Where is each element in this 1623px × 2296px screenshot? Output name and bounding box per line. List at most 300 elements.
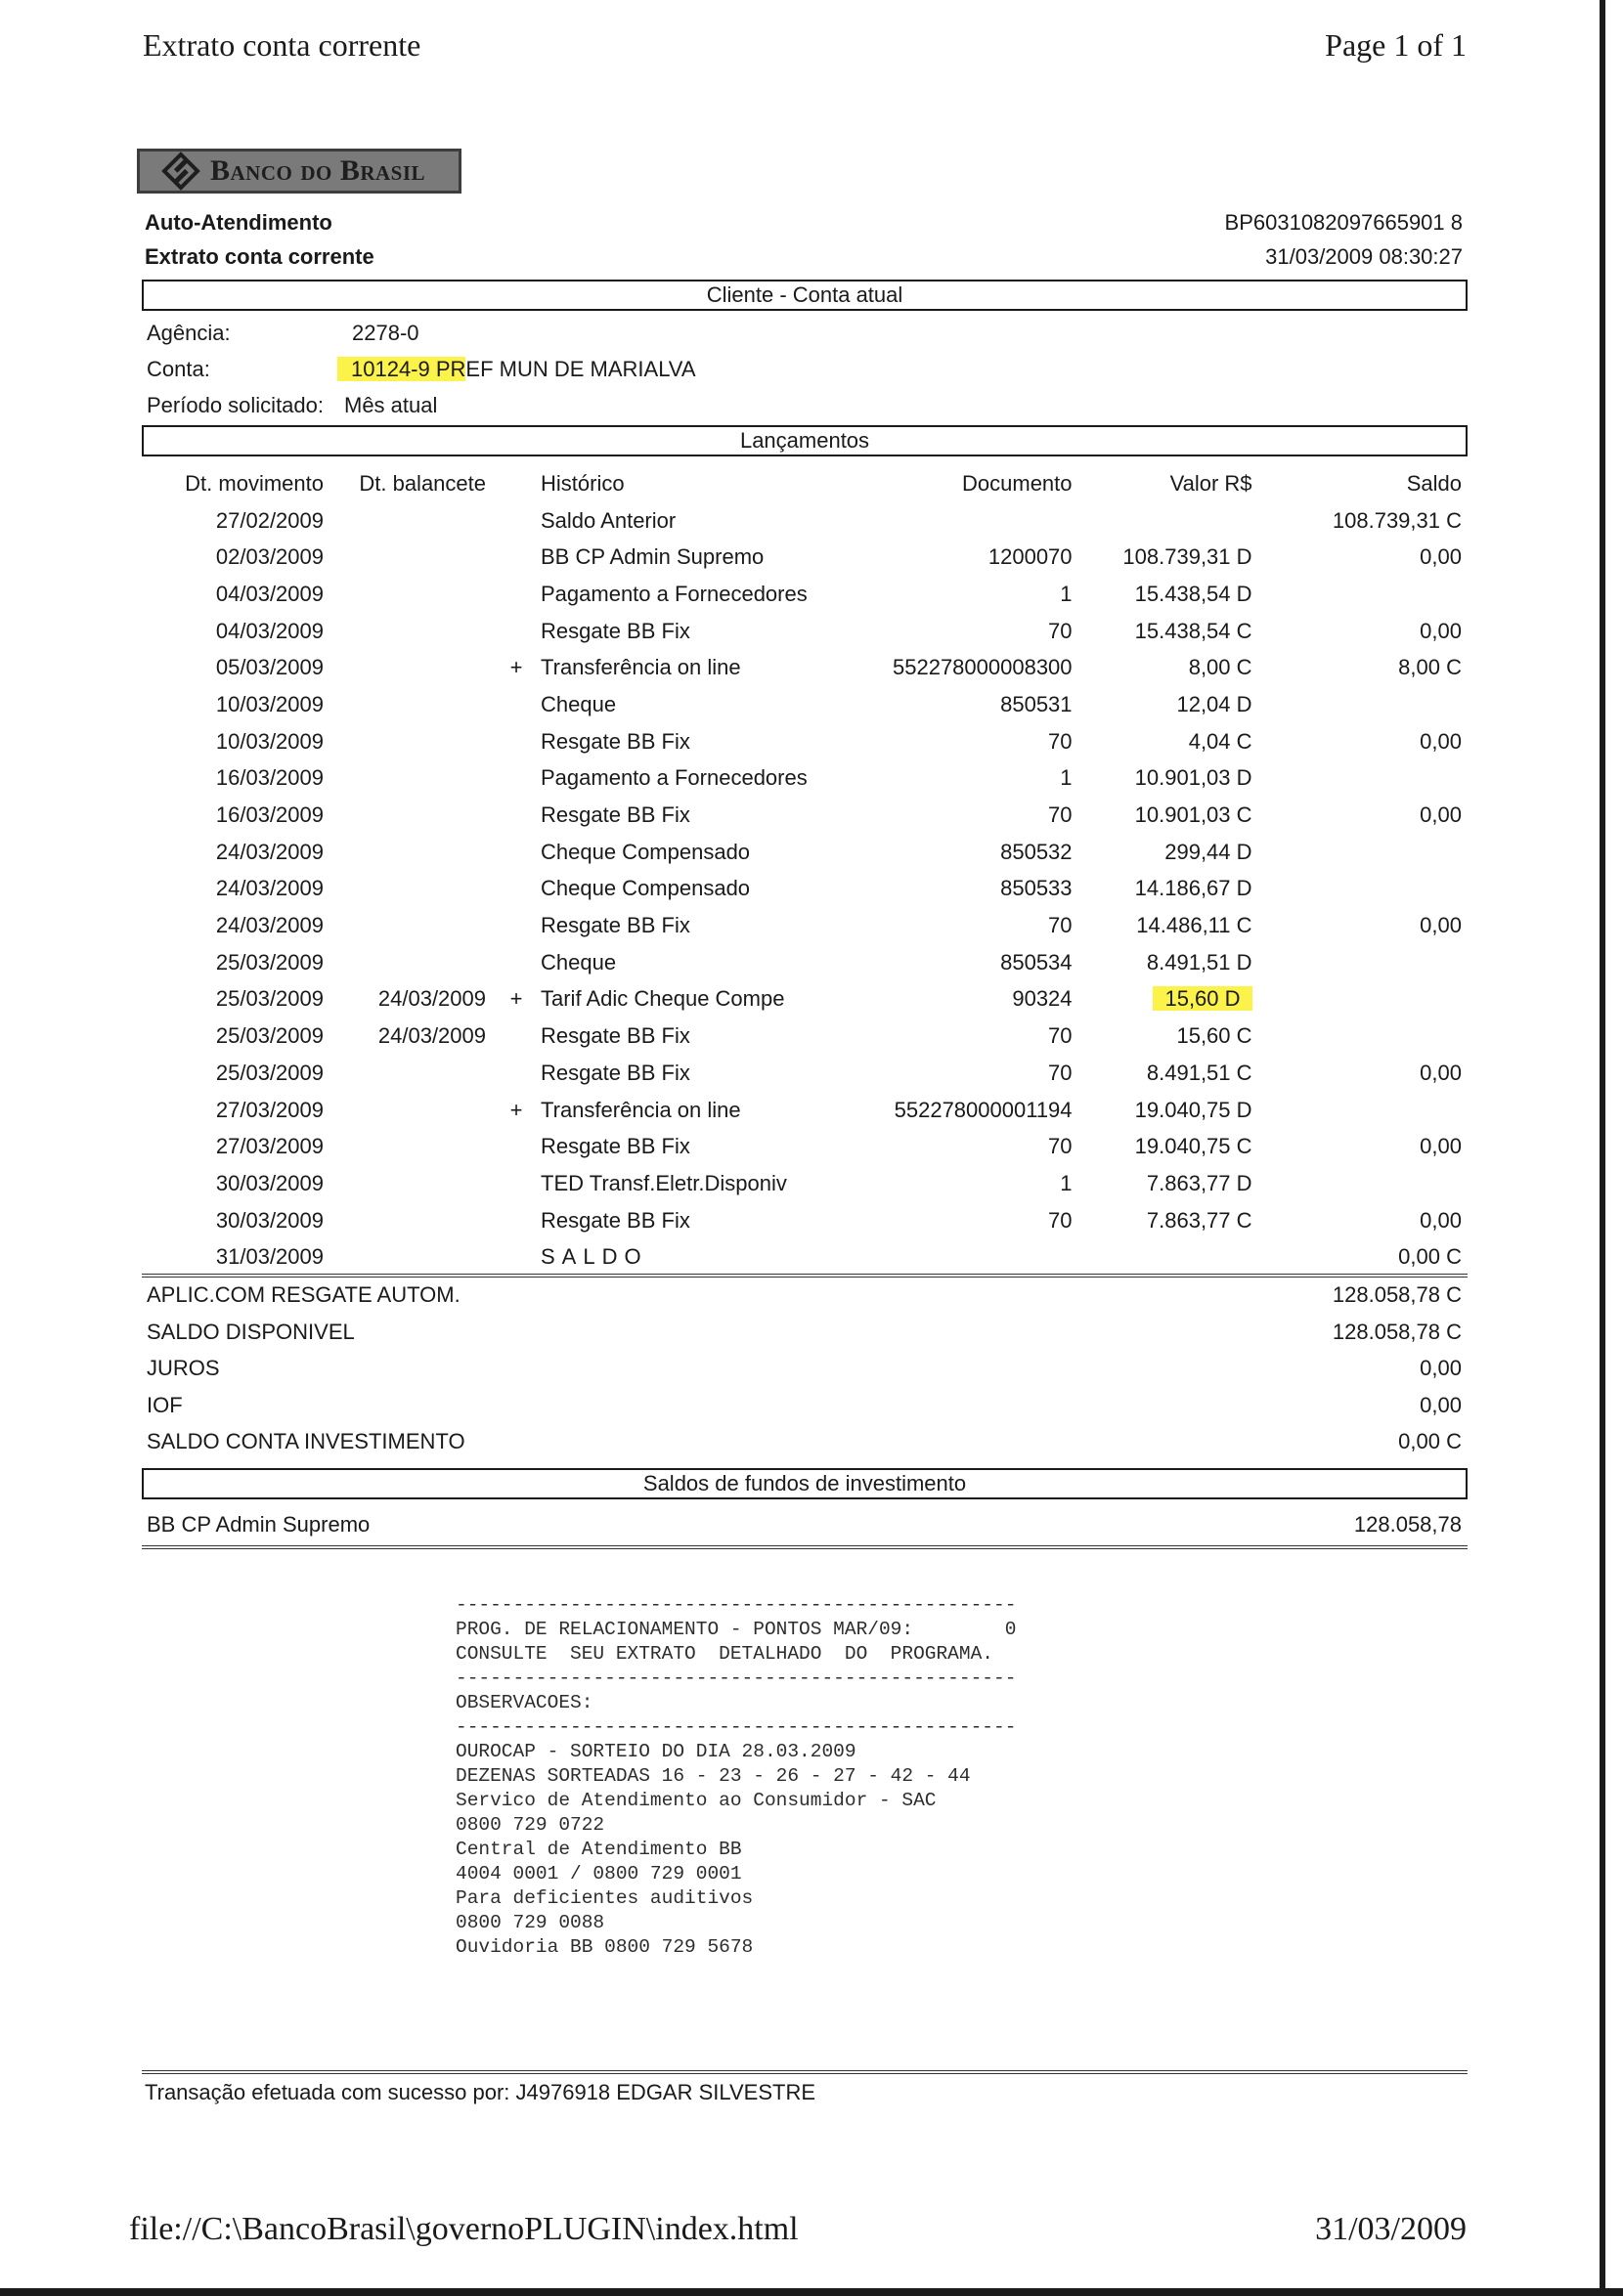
cell-valor-text: 10.901,03 D — [1134, 765, 1252, 791]
cell-valor-text: 15,60 D — [1153, 986, 1251, 1011]
cell-dt-movimento-text: 30/03/2009 — [215, 1207, 324, 1233]
cell-saldo-text: 108.739,31 C — [1332, 507, 1462, 533]
cell-historico — [527, 760, 893, 798]
table-row — [142, 944, 1468, 981]
cell-valor — [1080, 539, 1266, 576]
cell-historico-text: Saldo Anterior — [541, 507, 677, 533]
cell-saldo-text: 0,00 — [1420, 1060, 1462, 1085]
cell-flag — [505, 834, 527, 871]
cell-documento-text: 850532 — [1000, 839, 1073, 864]
periodo-value: Mês atual — [344, 393, 438, 417]
cell-historico-text: Transferência on line — [541, 1097, 741, 1122]
cell-saldo — [1266, 834, 1468, 871]
fundo-name: BB CP Admin Supremo — [147, 1512, 371, 1537]
summary-label: SALDO DISPONIVEL — [147, 1319, 355, 1344]
cell-historico — [527, 649, 893, 686]
cell-saldo — [1266, 871, 1468, 908]
cell-historico-text: Resgate BB Fix — [541, 913, 690, 938]
cell-historico — [527, 797, 893, 834]
cell-dt-movimento — [142, 907, 337, 944]
cell-dt-movimento-text: 24/03/2009 — [215, 913, 324, 938]
transaction-status: Transação efetuada com sucesso por: J4976918 EDGAR SILVESTRE — [145, 2080, 816, 2104]
table-row — [142, 576, 1468, 613]
cell-dt-movimento — [142, 981, 337, 1018]
cell-dt-movimento — [142, 539, 337, 576]
cell-dt-balancete — [337, 1055, 505, 1092]
cell-valor-text: 7.863,77 D — [1146, 1170, 1252, 1195]
cell-historico-text: Resgate BB Fix — [541, 802, 690, 828]
cell-historico — [527, 723, 893, 760]
cell-valor-text: 108.739,31 D — [1122, 544, 1252, 570]
cell-dt-balancete-text: 24/03/2009 — [377, 1023, 486, 1049]
cell-documento-text: 1 — [1060, 1170, 1073, 1195]
cell-valor — [1080, 686, 1266, 723]
cell-dt-balancete — [337, 797, 505, 834]
cell-saldo-text: 8,00 C — [1398, 655, 1462, 680]
agencia-value: 2278-0 — [352, 321, 419, 345]
cell-saldo — [1266, 760, 1468, 798]
summary-label: JUROS — [147, 1356, 220, 1380]
cell-dt-movimento — [142, 502, 337, 540]
cell-valor-text: 8,00 C — [1188, 655, 1252, 680]
cell-valor — [1080, 1165, 1266, 1202]
cell-documento-text: 552278000001194 — [894, 1097, 1073, 1122]
cell-flag — [505, 1092, 527, 1129]
cell-dt-balancete — [337, 760, 505, 798]
cell-dt-movimento — [142, 1092, 337, 1129]
cell-valor-text: 14.186,67 D — [1134, 876, 1252, 901]
fundos-section-title: Saldos de fundos de investimento — [642, 1471, 967, 1495]
summary-label: SALDO CONTA INVESTIMENTO — [147, 1429, 465, 1453]
auto-atendimento-label: Auto-Atendimento — [145, 210, 332, 235]
cell-dt-movimento — [142, 1165, 337, 1202]
cell-saldo-text: 0,00 — [1420, 618, 1462, 643]
table-row — [142, 1165, 1468, 1202]
conta-name: EF MUN DE MARIALVA — [465, 357, 696, 381]
cell-flag — [505, 1238, 527, 1276]
cell-dt-movimento — [142, 576, 337, 613]
table-row — [142, 1092, 1468, 1129]
cell-dt-balancete — [337, 1202, 505, 1239]
cell-saldo — [1266, 686, 1468, 723]
cell-historico — [527, 686, 893, 723]
cell-valor-text: 19.040,75 C — [1134, 1134, 1252, 1159]
cell-documento — [893, 502, 1080, 540]
cell-dt-movimento — [142, 760, 337, 798]
cell-documento-text: 552278000008300 — [893, 655, 1073, 680]
cell-valor — [1080, 649, 1266, 686]
cell-saldo — [1266, 797, 1468, 834]
cell-saldo-text: 0,00 — [1420, 913, 1462, 938]
cell-dt-balancete — [337, 723, 505, 760]
cell-flag — [505, 576, 527, 613]
cell-flag — [505, 539, 527, 576]
cell-dt-movimento-text: 10/03/2009 — [215, 691, 324, 716]
cell-documento — [893, 760, 1080, 798]
cell-historico — [527, 907, 893, 944]
cell-flag — [505, 502, 527, 540]
cell-flag — [505, 1128, 527, 1165]
cell-valor-text: 15.438,54 C — [1134, 618, 1252, 643]
cell-documento-text: 70 — [1048, 1023, 1073, 1049]
cell-dt-movimento — [142, 797, 337, 834]
footer-date: 31/03/2009 — [1315, 2211, 1467, 2247]
cell-historico-text: Cheque — [541, 691, 617, 716]
conta-value — [337, 357, 696, 382]
cell-dt-movimento-text: 25/03/2009 — [215, 986, 324, 1012]
cell-valor — [1080, 834, 1266, 871]
cell-flag — [505, 944, 527, 981]
conta-number-highlight: 10124-9 PR — [337, 357, 465, 381]
cell-valor — [1080, 1092, 1266, 1129]
table-row — [142, 686, 1468, 723]
cell-historico — [527, 1128, 893, 1165]
cell-historico — [527, 944, 893, 981]
cell-documento — [893, 834, 1080, 871]
cell-historico — [527, 576, 893, 613]
cell-dt-movimento-text: 30/03/2009 — [215, 1170, 324, 1195]
cell-dt-balancete — [337, 502, 505, 540]
cell-valor — [1080, 907, 1266, 944]
cell-documento — [893, 723, 1080, 760]
cell-documento — [893, 613, 1080, 650]
client-section-header — [142, 280, 1468, 311]
cell-valor-text: 12,04 D — [1176, 691, 1252, 716]
table-row — [142, 981, 1468, 1018]
cell-documento-text: 850533 — [1000, 876, 1073, 901]
cell-dt-movimento-text: 27/03/2009 — [215, 1097, 324, 1122]
document-datetime: 31/03/2009 08:30:27 — [1265, 244, 1463, 269]
banco-do-brasil-logo-icon — [161, 152, 200, 191]
agencia-label: Agência: — [147, 321, 231, 345]
cell-dt-movimento — [142, 1018, 337, 1055]
observacao-line: OBSERVACOES: — [456, 1692, 593, 1713]
lancamentos-section-header — [142, 425, 1468, 456]
cell-valor — [1080, 797, 1266, 834]
cell-dt-movimento — [142, 834, 337, 871]
cell-historico-text: Pagamento a Fornecedores — [541, 765, 808, 791]
client-section-title: Cliente - Conta atual — [706, 282, 903, 307]
cell-valor — [1080, 1018, 1266, 1055]
cell-valor — [1080, 1238, 1266, 1276]
cell-dt-movimento — [142, 1202, 337, 1239]
cell-documento — [893, 1092, 1080, 1129]
cell-flag — [505, 686, 527, 723]
cell-flag — [505, 1202, 527, 1239]
cell-historico-text: Resgate BB Fix — [541, 1134, 690, 1159]
cell-documento — [893, 649, 1080, 686]
cell-saldo — [1266, 944, 1468, 981]
cell-documento — [893, 1238, 1080, 1276]
summary-row — [147, 1393, 1462, 1418]
cell-dt-movimento-text: 10/03/2009 — [215, 728, 324, 754]
cell-historico — [527, 1238, 893, 1276]
observacao-line: Servico de Atendimento ao Consumidor - SAC — [456, 1790, 937, 1811]
cell-historico-text: Cheque — [541, 949, 617, 975]
cell-historico — [527, 871, 893, 908]
cell-flag — [505, 1055, 527, 1092]
cell-saldo — [1266, 649, 1468, 686]
cell-dt-balancete — [337, 649, 505, 686]
cell-saldo — [1266, 1018, 1468, 1055]
column-header-dt-balancete: Dt. balancete — [359, 470, 486, 496]
cell-saldo — [1266, 981, 1468, 1018]
cell-saldo — [1266, 502, 1468, 540]
table-row — [142, 613, 1468, 650]
cell-historico-text: BB CP Admin Supremo — [541, 544, 765, 570]
cell-saldo — [1266, 1202, 1468, 1239]
cell-flag — [505, 723, 527, 760]
bank-logo-text: Banco do Brasil — [210, 154, 426, 187]
fundos-bottom-rule — [142, 1545, 1468, 1549]
table-row — [142, 797, 1468, 834]
table-row — [142, 539, 1468, 576]
fundo-value: 128.058,78 — [1353, 1512, 1462, 1537]
cell-dt-movimento — [142, 613, 337, 650]
cell-documento-text: 1200070 — [987, 544, 1073, 570]
footer-rule — [142, 2070, 1468, 2074]
observacao-line: ------------------------------------------------- — [456, 1594, 1017, 1616]
cell-documento — [893, 539, 1080, 576]
observacao-line: Para deficientes auditivos — [456, 1887, 754, 1909]
cell-dt-balancete-text: 24/03/2009 — [377, 986, 486, 1012]
cell-documento — [893, 686, 1080, 723]
column-header-documento: Documento — [962, 470, 1073, 496]
cell-documento-text: 1 — [1060, 581, 1073, 606]
observacao-line: PROG. DE RELACIONAMENTO - PONTOS MAR/09: 0 — [456, 1619, 1017, 1640]
column-header-historico: Histórico — [541, 470, 625, 496]
cell-saldo — [1266, 907, 1468, 944]
cell-documento-text: 70 — [1048, 1060, 1073, 1085]
cell-dt-movimento-text: 25/03/2009 — [215, 949, 324, 975]
cell-saldo-text: 0,00 — [1420, 802, 1462, 828]
table-header-row — [142, 465, 1468, 502]
summary-label: APLIC.COM RESGATE AUTOM. — [147, 1282, 461, 1307]
cell-documento — [893, 1165, 1080, 1202]
table-row — [142, 723, 1468, 760]
cell-documento — [893, 944, 1080, 981]
cell-documento — [893, 797, 1080, 834]
footer-file-path: file://C:\BancoBrasil\governoPLUGIN\index.html — [129, 2211, 799, 2247]
cell-saldo-text: 0,00 — [1420, 728, 1462, 754]
observacoes-block — [456, 1593, 1016, 1960]
table-row — [142, 1238, 1468, 1276]
cell-historico — [527, 1092, 893, 1129]
cell-valor — [1080, 576, 1266, 613]
cell-valor — [1080, 871, 1266, 908]
cell-documento — [893, 1128, 1080, 1165]
periodo-label: Período solicitado: — [147, 393, 324, 417]
cell-dt-movimento-text: 05/03/2009 — [215, 655, 324, 680]
cell-dt-movimento — [142, 944, 337, 981]
summary-row — [147, 1282, 1462, 1308]
summary-value: 0,00 — [1420, 1392, 1462, 1417]
cell-dt-movimento-text: 27/03/2009 — [215, 1134, 324, 1159]
cell-dt-movimento-text: 16/03/2009 — [215, 802, 324, 828]
cell-documento-text: 850531 — [1000, 691, 1073, 716]
cell-documento — [893, 576, 1080, 613]
cell-dt-movimento-text: 24/03/2009 — [215, 839, 324, 864]
cell-flag — [505, 613, 527, 650]
cell-valor-text: 14.486,11 C — [1136, 913, 1252, 938]
cell-saldo-text: 0,00 — [1420, 544, 1462, 570]
observacao-line: ------------------------------------------------- — [456, 1668, 1017, 1689]
cell-dt-movimento — [142, 871, 337, 908]
cell-saldo — [1266, 723, 1468, 760]
summary-value: 128.058,78 C — [1332, 1319, 1462, 1344]
cell-valor — [1080, 981, 1266, 1018]
cell-flag — [505, 760, 527, 798]
fundos-section-header — [142, 1468, 1468, 1499]
cell-documento — [893, 981, 1080, 1018]
cell-historico-text: Transferência on line — [541, 655, 741, 680]
cell-dt-balancete — [337, 613, 505, 650]
cell-documento-text: 850534 — [1000, 949, 1073, 975]
cell-dt-movimento-text: 04/03/2009 — [215, 618, 324, 643]
cell-historico-text: SALDO — [541, 1244, 648, 1270]
cell-historico — [527, 613, 893, 650]
cell-documento — [893, 1018, 1080, 1055]
cell-valor — [1080, 613, 1266, 650]
cell-documento-text: 1 — [1060, 765, 1073, 791]
lancamentos-section-title: Lançamentos — [739, 428, 870, 453]
cell-valor — [1080, 1055, 1266, 1092]
cell-valor — [1080, 502, 1266, 540]
lancamentos-table — [142, 465, 1468, 1276]
cell-flag — [505, 1018, 527, 1055]
cell-documento-text: 70 — [1048, 913, 1073, 938]
cell-flag-text: + — [509, 1097, 523, 1122]
cell-valor — [1080, 760, 1266, 798]
summary-row — [147, 1356, 1462, 1381]
cell-saldo — [1266, 576, 1468, 613]
cell-dt-movimento — [142, 723, 337, 760]
cell-dt-movimento-text: 25/03/2009 — [215, 1023, 324, 1049]
cell-documento-text: 70 — [1048, 1207, 1073, 1233]
cell-documento — [893, 871, 1080, 908]
cell-historico — [527, 1018, 893, 1055]
cell-saldo — [1266, 1055, 1468, 1092]
table-row — [142, 871, 1468, 908]
document-code: BP6031082097665901 8 — [1224, 210, 1463, 235]
summary-value: 0,00 — [1420, 1356, 1462, 1380]
cell-flag — [505, 797, 527, 834]
cell-historico — [527, 981, 893, 1018]
fundo-row — [147, 1512, 1462, 1538]
cell-saldo-text: 0,00 C — [1398, 1244, 1462, 1270]
cell-dt-balancete — [337, 907, 505, 944]
summary-value: 0,00 C — [1398, 1429, 1462, 1453]
cell-valor-text: 10.901,03 C — [1134, 802, 1252, 828]
cell-dt-balancete — [337, 576, 505, 613]
cell-saldo — [1266, 1092, 1468, 1129]
cell-documento-text: 70 — [1048, 1134, 1073, 1159]
cell-dt-movimento-text: 02/03/2009 — [215, 544, 324, 570]
cell-flag — [505, 1165, 527, 1202]
cell-saldo-text: 0,00 — [1420, 1207, 1462, 1233]
observacao-line: 0800 729 0088 — [456, 1912, 605, 1933]
summary-value: 128.058,78 C — [1332, 1282, 1462, 1307]
cell-valor-text: 15.438,54 D — [1134, 581, 1252, 606]
observacao-line: OUROCAP - SORTEIO DO DIA 28.03.2009 — [456, 1741, 856, 1762]
cell-dt-balancete — [337, 834, 505, 871]
cell-dt-movimento — [142, 686, 337, 723]
cell-dt-movimento — [142, 1055, 337, 1092]
cell-valor — [1080, 1202, 1266, 1239]
cell-flag — [505, 907, 527, 944]
observacao-line: 0800 729 0722 — [456, 1814, 605, 1836]
column-header-dt-movimento: Dt. movimento — [185, 470, 324, 496]
page-header-title: Extrato conta corrente — [143, 27, 421, 63]
cell-dt-movimento-text: 25/03/2009 — [215, 1060, 324, 1085]
observacao-line: DEZENAS SORTEADAS 16 - 23 - 26 - 27 - 42 - 44 — [456, 1765, 971, 1787]
cell-valor — [1080, 723, 1266, 760]
cell-valor — [1080, 944, 1266, 981]
cell-saldo — [1266, 1238, 1468, 1276]
cell-historico-text: TED Transf.Eletr.Disponiv — [541, 1170, 787, 1195]
cell-historico — [527, 1055, 893, 1092]
cell-dt-movimento — [142, 1128, 337, 1165]
cell-historico-text: Resgate BB Fix — [541, 1023, 690, 1049]
cell-dt-balancete — [337, 944, 505, 981]
observacao-line: ------------------------------------------------- — [456, 1716, 1017, 1738]
table-row — [142, 907, 1468, 944]
cell-dt-movimento — [142, 1238, 337, 1276]
cell-saldo — [1266, 539, 1468, 576]
cell-documento — [893, 907, 1080, 944]
cell-flag — [505, 649, 527, 686]
table-row — [142, 1128, 1468, 1165]
cell-saldo-text: 0,00 — [1420, 1134, 1462, 1159]
cell-dt-balancete — [337, 1018, 505, 1055]
observacao-line: Central de Atendimento BB — [456, 1839, 742, 1860]
column-header-valor: Valor R$ — [1169, 470, 1252, 496]
table-row — [142, 1018, 1468, 1055]
summary-label: IOF — [147, 1392, 183, 1417]
cell-dt-balancete — [337, 539, 505, 576]
summary-row — [147, 1429, 1462, 1454]
cell-valor-text: 8.491,51 C — [1146, 1060, 1252, 1085]
table-row — [142, 649, 1468, 686]
table-row — [142, 760, 1468, 798]
conta-label: Conta: — [147, 357, 210, 381]
cell-historico-text: Tarif Adic Cheque Compe — [541, 986, 785, 1012]
cell-historico-text: Resgate BB Fix — [541, 1060, 690, 1085]
cell-historico-text: Resgate BB Fix — [541, 618, 690, 643]
cell-dt-balancete — [337, 871, 505, 908]
table-bottom-rule — [142, 1274, 1468, 1278]
cell-documento-text: 70 — [1048, 802, 1073, 828]
cell-historico-text: Cheque Compensado — [541, 839, 751, 864]
observacao-line: Ouvidoria BB 0800 729 5678 — [456, 1936, 754, 1958]
cell-historico — [527, 834, 893, 871]
scan-edge-bottom — [0, 2288, 1623, 2296]
cell-flag-text: + — [509, 655, 523, 680]
cell-dt-balancete — [337, 1128, 505, 1165]
cell-dt-movimento-text: 24/03/2009 — [215, 876, 324, 901]
cell-valor-text: 299,44 D — [1164, 839, 1252, 864]
cell-historico-text: Pagamento a Fornecedores — [541, 581, 808, 606]
observacao-line: 4004 0001 / 0800 729 0001 — [456, 1863, 742, 1884]
cell-documento — [893, 1202, 1080, 1239]
table-row — [142, 1055, 1468, 1092]
cell-valor-text: 7.863,77 C — [1146, 1207, 1252, 1233]
cell-flag — [505, 981, 527, 1018]
cell-historico — [527, 502, 893, 540]
scan-edge-right — [1600, 0, 1605, 2296]
cell-documento — [893, 1055, 1080, 1092]
cell-flag — [505, 871, 527, 908]
